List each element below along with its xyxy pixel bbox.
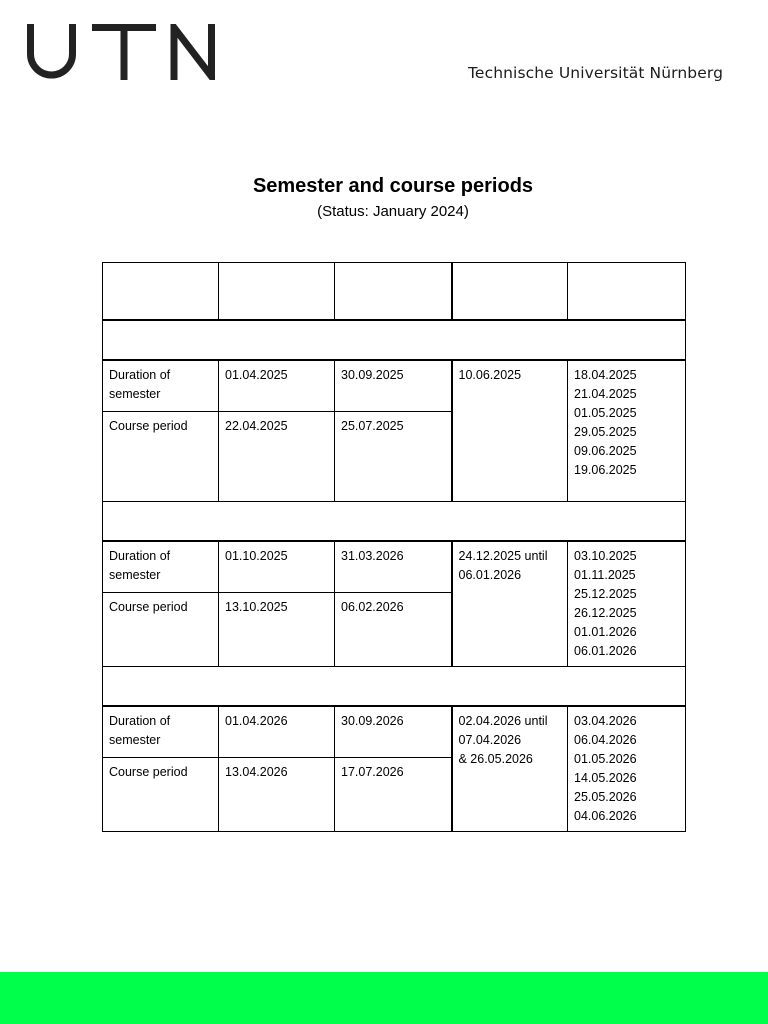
holiday-date: 21.04.2025 [574,387,637,401]
semester-separator-row [103,320,686,360]
semester-separator-row [103,502,686,542]
holiday-date: 01.05.2025 [574,406,637,420]
header-cell [219,263,335,321]
header-cell [452,263,568,321]
footer-accent-bar [0,972,768,1024]
table-row [103,541,686,593]
row-label: Duration of semester [103,360,219,412]
university-name: Technische Universität Nürnberg [468,64,724,82]
start-date: 01.10.2025 [219,541,335,593]
header-cell [103,263,219,321]
end-date: 30.09.2025 [335,360,452,412]
break-cell [452,360,568,502]
utn-logo-icon [27,24,219,85]
start-date: 01.04.2026 [219,706,335,758]
holiday-date: 19.06.2025 [574,463,637,477]
holiday-date: 26.12.2025 [574,606,637,620]
holiday-date: 18.04.2025 [574,368,637,382]
holidays-cell [568,706,686,832]
holidays-cell [568,360,686,502]
break-line: 24.12.2025 until [458,549,548,563]
semester-separator-row [103,667,686,707]
start-date: 13.04.2026 [219,758,335,832]
break-cell [452,706,568,832]
semester-separator-cell [103,320,686,360]
break-line: 06.01.2026 [458,568,522,582]
holiday-date: 06.01.2026 [574,644,637,658]
holiday-date: 29.05.2025 [574,425,637,439]
break-line: 10.06.2025 [458,368,522,382]
table-header-row [103,263,686,321]
semester-separator-cell [103,502,686,542]
status-subtitle: (Status: January 2024) [317,203,469,220]
holiday-date: 03.04.2026 [574,714,637,728]
end-date: 17.07.2026 [335,758,452,832]
header-cell [568,263,686,321]
holiday-date: 09.06.2025 [574,444,637,458]
row-label: Duration of semester [103,541,219,593]
holiday-date: 03.10.2025 [574,549,637,563]
end-date: 06.02.2026 [335,593,452,667]
holiday-date: 06.04.2026 [574,733,637,747]
semester-periods-table [102,262,686,832]
break-line: 02.04.2026 until [458,714,548,728]
break-line: 07.04.2026 [458,733,522,747]
row-label: Duration of semester [103,706,219,758]
page-title: Semester and course periods [252,175,534,197]
holiday-date: 14.05.2026 [574,771,637,785]
end-date: 25.07.2025 [335,412,452,502]
table-row [103,706,686,758]
row-label: Course period [103,412,219,502]
holiday-date: 04.06.2026 [574,809,637,823]
holiday-date: 25.12.2025 [574,587,637,601]
holidays-cell [568,541,686,667]
semester-separator-cell [103,667,686,707]
row-label: Course period [103,593,219,667]
header-cell [335,263,452,321]
holiday-date: 25.05.2026 [574,790,637,804]
break-line: & 26.05.2026 [458,752,533,766]
break-cell [452,541,568,667]
holiday-date: 01.11.2025 [574,568,636,582]
start-date: 22.04.2025 [219,412,335,502]
table-row [103,360,686,412]
holiday-date: 01.01.2026 [574,625,637,639]
end-date: 31.03.2026 [335,541,452,593]
start-date: 01.04.2025 [219,360,335,412]
end-date: 30.09.2026 [335,706,452,758]
start-date: 13.10.2025 [219,593,335,667]
row-label: Course period [103,758,219,832]
holiday-date: 01.05.2026 [574,752,637,766]
